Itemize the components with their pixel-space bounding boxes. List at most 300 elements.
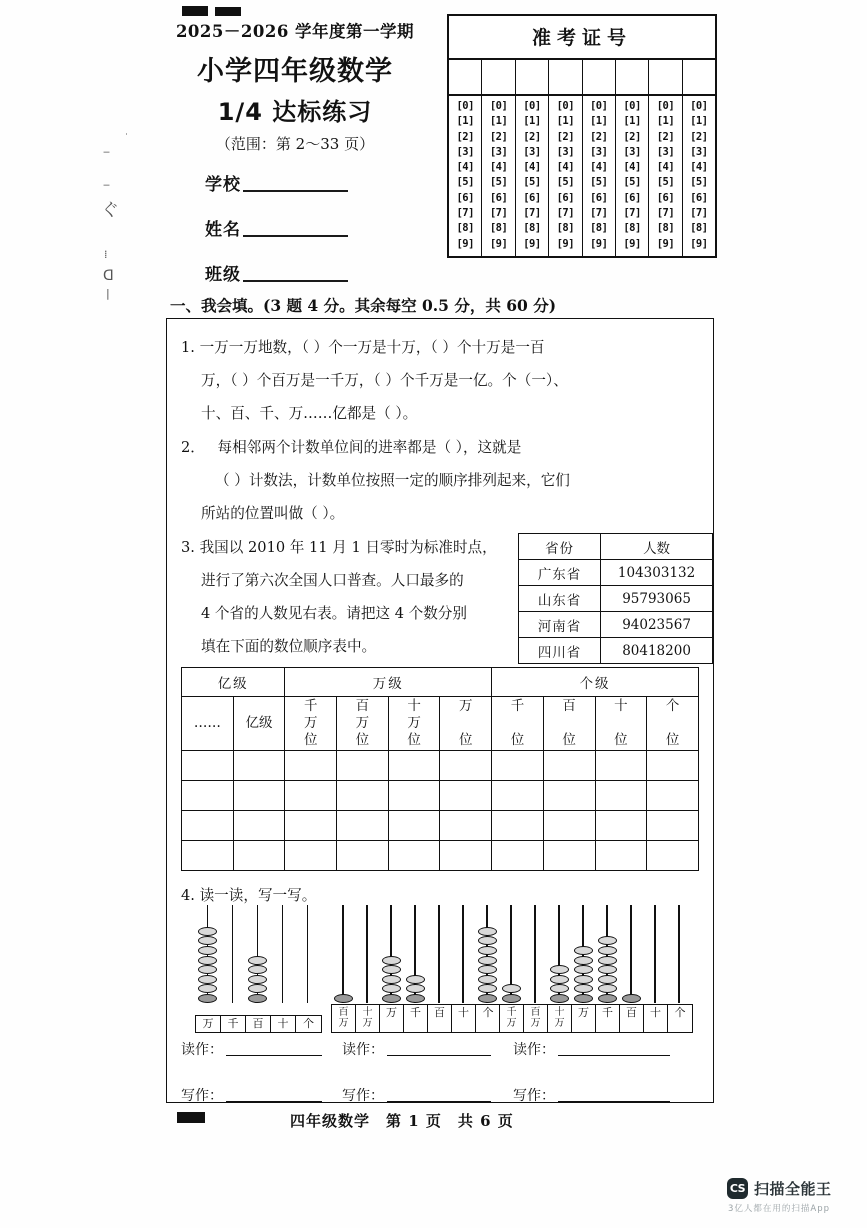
place-value-blank-cell[interactable] — [182, 841, 234, 871]
abacus-bead — [248, 994, 267, 1003]
province-name-cell: 山东省 — [519, 586, 601, 612]
exam-number-bubble[interactable]: [6] — [589, 191, 608, 204]
exam-number-bubble[interactable]: [9] — [623, 237, 641, 250]
place-value-blank-cell[interactable] — [233, 781, 285, 811]
exam-number-bubble[interactable]: [6] — [489, 191, 508, 204]
name-label: 姓名 — [205, 220, 241, 240]
exam-number-bubble[interactable]: [7] — [556, 207, 575, 220]
write-out-label: 写作： — [342, 1088, 384, 1104]
read-aloud-item — [181, 1039, 322, 1059]
scan-artifact: ‒ — [103, 145, 110, 158]
exam-number-bubble[interactable]: [1] — [456, 115, 474, 128]
class-label: 班级 — [205, 265, 241, 285]
abacus-rod — [630, 905, 632, 1003]
table-row — [519, 586, 713, 612]
student-info-block — [205, 170, 348, 305]
exam-number-bubble[interactable]: [2] — [556, 130, 575, 143]
abacus-bead — [478, 936, 497, 945]
question-2-line-2: （ ）计数法，计数单位按照一定的顺序排列起来，它们 — [215, 472, 570, 489]
scan-artifact: ‒ — [103, 178, 110, 191]
abacus-bead — [248, 965, 267, 974]
exam-number-column — [482, 96, 515, 256]
abacus-place-label: 百 — [246, 1016, 271, 1033]
exam-number-bubble[interactable]: [9] — [456, 237, 474, 250]
question-3-line-1: 我国以 2010 年 11 月 1 日零时为标准时点， — [199, 539, 497, 556]
abacus-place-label: 千 — [221, 1016, 246, 1033]
abacus-place-label: 万 — [380, 1005, 404, 1032]
abacus-bead — [198, 975, 217, 984]
scan-artifact: | — [106, 287, 110, 300]
exam-number-bubble[interactable]: [4] — [589, 161, 608, 174]
exam-number-column — [583, 96, 616, 256]
place-value-group-row — [182, 668, 699, 697]
abacus-bead — [382, 984, 401, 993]
abacus-bead — [550, 975, 569, 984]
abacus-rod — [438, 905, 440, 1003]
place-value-digit-header: 百 位 — [543, 697, 595, 751]
exam-number-bubble[interactable]: [7] — [623, 207, 641, 220]
abacus-place-label: 百 万 — [332, 1005, 356, 1032]
write-out-label: 写作： — [181, 1088, 223, 1104]
population-value-cell: 94023567 — [601, 612, 713, 638]
column-header: 人数 — [601, 534, 713, 560]
abacus-bead — [598, 975, 617, 984]
place-value-blank-cell[interactable] — [182, 781, 234, 811]
questions-frame — [166, 318, 714, 1103]
write-out-item — [513, 1085, 670, 1105]
place-value-blank-cell[interactable] — [182, 751, 234, 781]
place-value-blank-cell[interactable] — [492, 751, 544, 781]
abacus-bead — [478, 994, 497, 1003]
place-value-group-header: 亿级 — [182, 668, 285, 697]
exam-number-bubble[interactable]: [5] — [623, 176, 641, 189]
abacus-place-label: 百 万 — [524, 1005, 548, 1032]
place-value-blank-cell[interactable] — [492, 781, 544, 811]
exam-number-bubble[interactable]: [4] — [656, 161, 675, 174]
page-footer: 四年级数学 第 1 页 共 6 页 — [290, 1112, 514, 1130]
scan-artifact: ᗡ — [103, 268, 114, 284]
abacus-bead — [406, 984, 425, 993]
exam-number-bubble[interactable]: [0] — [656, 100, 675, 112]
place-value-blank-cell[interactable] — [595, 811, 647, 841]
exam-number-bubble[interactable]: [0] — [523, 100, 541, 112]
question-3-line-4: 填在下面的数位顺序表中。 — [201, 638, 377, 655]
exam-number-bubble[interactable]: [9] — [690, 237, 708, 250]
exam-number-bubble[interactable]: [2] — [656, 130, 675, 143]
exam-number-bubble[interactable]: [9] — [656, 237, 675, 250]
exam-number-column — [649, 96, 682, 256]
exam-number-write-cell[interactable] — [583, 60, 616, 94]
place-value-blank-cell[interactable] — [337, 811, 389, 841]
place-value-table[interactable] — [181, 667, 699, 871]
question-4-text: 读一读，写一写。 — [199, 887, 317, 904]
exam-number-column — [616, 96, 649, 256]
abacus-bead — [502, 984, 521, 993]
question-1-number: 1. — [181, 339, 195, 356]
exam-number-write-cell[interactable] — [482, 60, 515, 94]
place-value-blank-cell[interactable] — [492, 811, 544, 841]
abacus-bead — [598, 936, 617, 945]
place-value-blank-cell[interactable] — [543, 781, 595, 811]
abacus-place-label: 十 — [452, 1005, 476, 1032]
exam-number-bubble[interactable]: [9] — [489, 237, 508, 250]
place-value-digit-row — [182, 697, 699, 751]
worksheet-header — [150, 18, 440, 154]
abacus-rods — [499, 905, 691, 1003]
exam-number-column — [449, 96, 482, 256]
place-value-blank-cell[interactable] — [440, 841, 492, 871]
exam-number-bubble[interactable]: [4] — [690, 161, 708, 174]
exam-number-bubble[interactable]: [9] — [556, 237, 575, 250]
exam-number-bubble[interactable]: [8] — [523, 222, 541, 235]
exam-number-bubble[interactable]: [1] — [690, 115, 708, 128]
exam-number-bubble[interactable]: [5] — [489, 176, 508, 189]
place-value-blank-cell[interactable] — [647, 811, 699, 841]
abacus-bead — [478, 975, 497, 984]
abacus-place-label: 个 — [674, 1006, 686, 1019]
abacus-bead — [550, 994, 569, 1003]
write-out-input-line[interactable] — [558, 1101, 670, 1102]
read-aloud-item — [513, 1039, 670, 1059]
abacus-rod — [678, 905, 680, 1003]
abacus-bead — [478, 984, 497, 993]
place-value-blank-cell[interactable] — [388, 781, 440, 811]
exam-number-bubble[interactable]: [9] — [589, 237, 608, 250]
registration-mark-top-left — [182, 6, 208, 16]
exam-number-bubble[interactable]: [2] — [456, 130, 474, 143]
school-label: 学校 — [205, 175, 241, 195]
page-subtitle: 1/4 达标练习 — [217, 98, 373, 126]
read-aloud-label: 读作： — [342, 1042, 384, 1058]
abacus-bead — [598, 994, 617, 1003]
abacus-bead — [248, 975, 267, 984]
place-value-blank-cell[interactable] — [440, 811, 492, 841]
place-value-blank-cell[interactable] — [233, 811, 285, 841]
exam-number-bubble[interactable]: [6] — [556, 191, 575, 204]
abacus-bead — [198, 936, 217, 945]
exam-number-bubble[interactable]: [1] — [489, 115, 508, 128]
place-value-blank-cell[interactable] — [595, 841, 647, 871]
scan-artifact: ぐ — [101, 200, 119, 221]
read-aloud-input-line[interactable] — [226, 1055, 322, 1056]
place-value-blank-cell[interactable] — [285, 841, 337, 871]
abacus-bead — [574, 956, 593, 965]
exam-number-bubble[interactable]: [2] — [690, 130, 708, 143]
exam-number-bubble[interactable]: [8] — [556, 222, 575, 235]
place-value-blank-cell[interactable] — [595, 751, 647, 781]
place-value-blank-cell[interactable] — [337, 841, 389, 871]
question-1-line-1: 一万一万地数，（ ）个一万是十万，（ ）个十万是一百 — [199, 339, 545, 356]
abacus-rod — [654, 905, 656, 1003]
question-3 — [181, 531, 516, 663]
abacus-rod — [307, 905, 309, 1003]
exam-number-bubble[interactable]: [8] — [489, 222, 508, 235]
exam-number-bubble[interactable]: [3] — [456, 145, 474, 158]
abacus-label-base — [195, 1015, 322, 1034]
population-value-cell: 80418200 — [601, 638, 713, 664]
exam-number-bubble[interactable]: [6] — [690, 191, 708, 204]
place-value-blank-cell[interactable] — [388, 841, 440, 871]
abacus-bead — [574, 946, 593, 955]
write-out-item — [342, 1085, 491, 1105]
read-aloud-input-line[interactable] — [387, 1055, 491, 1056]
place-value-blank-row[interactable] — [182, 781, 699, 811]
table-row — [519, 638, 713, 664]
question-3-line-2: 进行了第六次全国人口普查。人口最多的 — [201, 572, 464, 589]
scan-artifact: ⁞ — [104, 248, 108, 261]
place-value-group-header: 万级 — [285, 668, 492, 697]
place-value-blank-cell[interactable] — [337, 781, 389, 811]
table-header-row — [519, 534, 713, 560]
exam-number-bubble[interactable]: [0] — [556, 100, 575, 112]
abacus-bead — [622, 994, 641, 1003]
abacus-bead — [334, 994, 353, 1003]
exam-number-write-row[interactable] — [449, 60, 715, 96]
exam-number-write-cell[interactable] — [649, 60, 682, 94]
exam-number-bubble[interactable]: [4] — [456, 161, 474, 174]
exam-number-bubble[interactable]: [3] — [690, 145, 708, 158]
column-header: 省份 — [519, 534, 601, 560]
exam-number-bubble[interactable]: [2] — [523, 130, 541, 143]
term-line: 2025－2026 学年度第一学期 — [175, 22, 415, 41]
question-1 — [181, 331, 701, 430]
school-input-line[interactable] — [243, 190, 348, 192]
camscanner-logo-icon: CS — [727, 1178, 748, 1199]
abacus-3 — [499, 905, 691, 1029]
table-row — [519, 612, 713, 638]
abacus-rods — [195, 905, 320, 1003]
question-2-line-1: 每相邻两个计数单位间的进率都是（ ），这就是 — [217, 439, 522, 456]
exam-number-bubble-columns — [449, 96, 715, 256]
province-population-table — [518, 533, 713, 664]
place-value-blank-cell[interactable] — [543, 811, 595, 841]
abacus-bead — [198, 965, 217, 974]
read-aloud-row — [181, 1039, 701, 1059]
abacus-rod — [534, 905, 536, 1003]
exam-number-bubble[interactable]: [2] — [589, 130, 608, 143]
exam-number-bubble[interactable]: [5] — [690, 176, 708, 189]
exam-number-bubble[interactable]: [7] — [589, 207, 608, 220]
abacus-bead — [406, 975, 425, 984]
exam-number-bubble[interactable]: [5] — [656, 176, 675, 189]
abacus-place-label: 百 — [428, 1005, 452, 1032]
abacus-place-label: 千 — [596, 1005, 620, 1032]
exam-number-bubble[interactable]: [3] — [589, 145, 608, 158]
exam-number-bubble[interactable]: [1] — [589, 115, 608, 128]
exam-number-bubble[interactable]: [8] — [656, 222, 675, 235]
place-value-blank-row[interactable] — [182, 811, 699, 841]
place-value-blank-cell[interactable] — [492, 841, 544, 871]
exam-number-bubble[interactable]: [0] — [589, 100, 608, 112]
exam-number-grid — [447, 14, 717, 258]
abacus-place-label: 十 万 — [356, 1005, 380, 1032]
exam-number-bubble[interactable]: [0] — [489, 100, 508, 112]
exam-number-bubble[interactable]: [3] — [523, 145, 541, 158]
question-3-number: 3. — [181, 539, 195, 556]
page-title: 小学四年级数学 — [197, 56, 393, 87]
exam-number-bubble[interactable]: [0] — [623, 100, 641, 112]
question-1-line-2: 万，（ ）个百万是一千万，（ ）个千万是一亿。个（一）、 — [201, 372, 568, 389]
question-2-line-3: 所站的位置叫做（ ）。 — [201, 505, 345, 522]
exam-number-bubble[interactable]: [5] — [456, 176, 474, 189]
place-value-blank-cell[interactable] — [440, 781, 492, 811]
abacus-rod — [282, 905, 284, 1003]
exam-number-bubble[interactable]: [7] — [489, 207, 508, 220]
place-value-blank-cell[interactable] — [647, 781, 699, 811]
abacus-bead — [478, 956, 497, 965]
name-row — [205, 215, 348, 240]
place-value-digit-header: …… — [182, 697, 234, 751]
place-value-blank-cell[interactable] — [285, 781, 337, 811]
place-value-blank-row[interactable] — [182, 841, 699, 871]
province-name-cell: 河南省 — [519, 612, 601, 638]
name-input-line[interactable] — [243, 235, 348, 237]
place-value-blank-cell[interactable] — [233, 841, 285, 871]
abacus-rod — [232, 905, 234, 1003]
exam-number-bubble[interactable]: [4] — [489, 161, 508, 174]
abacus-label-base — [331, 1004, 501, 1033]
exam-number-title: 准考证号 — [449, 16, 715, 60]
exam-number-write-cell[interactable] — [616, 60, 649, 94]
read-aloud-label: 读作： — [513, 1042, 555, 1058]
exam-number-bubble[interactable]: [1] — [556, 115, 575, 128]
abacus-bead — [406, 994, 425, 1003]
place-value-blank-cell[interactable] — [595, 781, 647, 811]
exam-number-write-cell[interactable] — [516, 60, 549, 94]
place-value-blank-cell[interactable] — [182, 811, 234, 841]
abacus-bead — [198, 946, 217, 955]
place-value-blank-cell[interactable] — [647, 751, 699, 781]
exam-number-bubble[interactable]: [7] — [656, 207, 675, 220]
abacus-bead — [550, 984, 569, 993]
abacus-bead — [248, 956, 267, 965]
abacus-bead — [574, 994, 593, 1003]
exam-number-bubble[interactable]: [6] — [656, 191, 675, 204]
place-value-blank-cell[interactable] — [440, 751, 492, 781]
abacus-bead — [478, 965, 497, 974]
population-value-cell: 104303132 — [601, 560, 713, 586]
place-value-digit-header: 十 位 — [595, 697, 647, 751]
class-row — [205, 260, 348, 285]
watermark-subtitle: 3亿人都在用的扫描App — [728, 1204, 831, 1214]
exam-number-bubble[interactable]: [5] — [556, 176, 575, 189]
abacus-bead — [198, 984, 217, 993]
abacus-place-label: 千 — [404, 1005, 428, 1032]
exam-number-bubble[interactable]: [6] — [623, 191, 641, 204]
exam-number-bubble[interactable]: [4] — [523, 161, 541, 174]
exam-number-bubble[interactable]: [5] — [589, 176, 608, 189]
abacus-bead — [382, 994, 401, 1003]
write-out-input-line[interactable] — [226, 1101, 322, 1102]
exam-number-bubble[interactable]: [3] — [623, 145, 641, 158]
exam-number-bubble[interactable]: [7] — [456, 207, 474, 220]
exam-number-bubble[interactable]: [8] — [589, 222, 608, 235]
exam-number-bubble[interactable]: [2] — [623, 130, 641, 143]
write-out-row — [181, 1085, 701, 1105]
exam-number-bubble[interactable]: [4] — [623, 161, 641, 174]
place-value-blank-cell[interactable] — [337, 751, 389, 781]
question-3-line-3: 4 个省的人数见右表。请把这 4 个数分别 — [201, 605, 467, 622]
exam-number-bubble[interactable]: [7] — [523, 207, 541, 220]
province-name-cell: 四川省 — [519, 638, 601, 664]
abacus-place-label: 十 — [644, 1005, 668, 1032]
exam-number-column — [516, 96, 549, 256]
abacus-bead — [574, 984, 593, 993]
exam-number-bubble[interactable]: [1] — [623, 115, 641, 128]
question-4-number: 4. — [181, 887, 195, 904]
abacus-diagrams — [181, 907, 701, 1035]
exam-number-bubble[interactable]: [7] — [690, 207, 708, 220]
province-name-cell: 广东省 — [519, 560, 601, 586]
place-value-blank-cell[interactable] — [647, 841, 699, 871]
abacus-bead — [598, 946, 617, 955]
exam-number-bubble[interactable]: [4] — [556, 161, 575, 174]
write-out-label: 写作： — [513, 1088, 555, 1104]
write-out-item — [181, 1085, 322, 1105]
exam-number-bubble[interactable]: [5] — [523, 176, 541, 189]
exam-number-bubble[interactable]: [3] — [489, 145, 508, 158]
exam-number-bubble[interactable]: [1] — [656, 115, 675, 128]
place-value-blank-row[interactable] — [182, 751, 699, 781]
place-value-digit-header: 个 位 — [647, 697, 699, 751]
exam-number-bubble[interactable]: [8] — [623, 222, 641, 235]
place-value-digit-header: 百 万 位 — [337, 697, 389, 751]
abacus-place-label: 十 — [271, 1016, 296, 1033]
exam-number-bubble[interactable]: [8] — [690, 222, 708, 235]
exam-number-bubble[interactable]: [0] — [690, 100, 708, 112]
place-value-blank-cell[interactable] — [285, 751, 337, 781]
section-heading: 一、我会填。(3 题 4 分。其余每空 0.5 分，共 60 分) — [170, 296, 557, 315]
exam-number-bubble[interactable]: [0] — [456, 100, 474, 112]
abacus-bead — [502, 994, 521, 1003]
abacus-place-label: 个 — [303, 1016, 314, 1030]
exam-number-bubble[interactable]: [2] — [489, 130, 508, 143]
place-value-blank-cell[interactable] — [543, 751, 595, 781]
place-value-blank-cell[interactable] — [285, 811, 337, 841]
exam-number-write-cell[interactable] — [549, 60, 582, 94]
place-value-blank-cell[interactable] — [388, 751, 440, 781]
exam-number-write-cell[interactable] — [683, 60, 715, 94]
place-value-blank-cell[interactable] — [233, 751, 285, 781]
exam-number-bubble[interactable]: [3] — [656, 145, 675, 158]
read-aloud-label: 读作： — [181, 1042, 223, 1058]
camscanner-watermark — [727, 1178, 832, 1214]
write-out-input-line[interactable] — [387, 1101, 491, 1102]
abacus-rod — [366, 905, 368, 1003]
table-row — [519, 560, 713, 586]
exam-number-bubble[interactable]: [3] — [556, 145, 575, 158]
school-row — [205, 170, 348, 195]
abacus-rod — [462, 905, 464, 1003]
exam-number-write-cell[interactable] — [449, 60, 482, 94]
abacus-rod — [342, 905, 344, 1003]
exam-number-bubble[interactable]: [6] — [456, 191, 474, 204]
exam-number-bubble[interactable]: [8] — [456, 222, 474, 235]
abacus-label-base — [499, 1004, 693, 1033]
place-value-blank-cell[interactable] — [388, 811, 440, 841]
exam-number-bubble[interactable]: [6] — [523, 191, 541, 204]
scan-artifact: ᐧ — [125, 130, 128, 141]
abacus-bead — [598, 965, 617, 974]
exam-number-bubble[interactable]: [9] — [523, 237, 541, 250]
exam-number-column — [549, 96, 582, 256]
abacus-bead — [198, 994, 217, 1003]
read-aloud-input-line[interactable] — [558, 1055, 670, 1056]
place-value-blank-cell[interactable] — [543, 841, 595, 871]
exam-number-column — [683, 96, 715, 256]
class-input-line[interactable] — [243, 280, 348, 282]
exam-number-bubble[interactable]: [1] — [523, 115, 541, 128]
